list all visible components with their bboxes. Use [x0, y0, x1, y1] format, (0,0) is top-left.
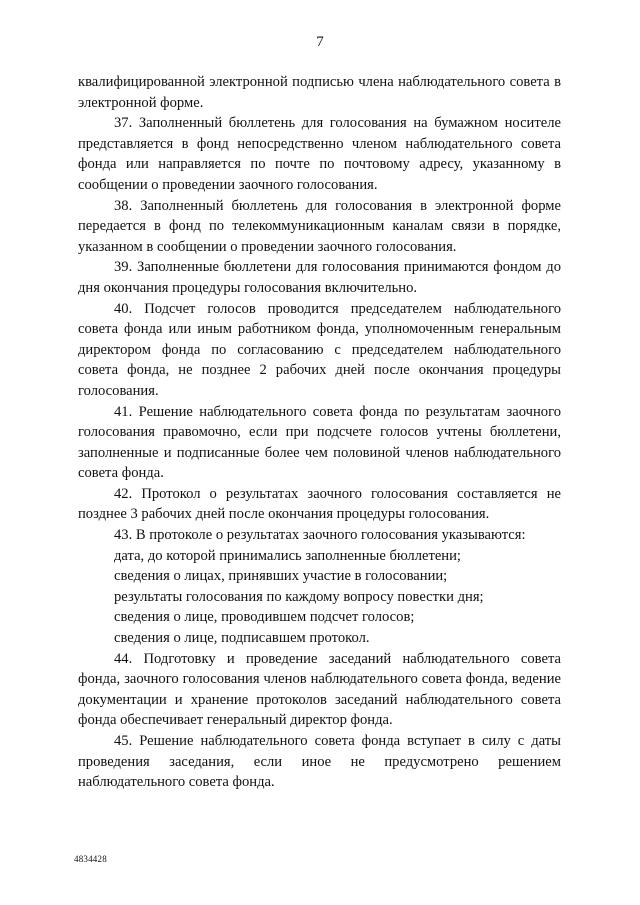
document-code: 4834428: [74, 854, 107, 864]
paragraph-44: 44. Подготовку и проведение заседаний наблюдательного совета фонда, заочного голосования членов наблюдательного совета фонда, ведение документации и хранение протоколов заседаний наблюдательного совета фонда обеспечивает генеральный директор фонда.: [78, 650, 561, 729]
paragraph-37: 37. Заполненный бюллетень для голосования на бумажном носителе представляется в фонд непосредственно членом наблюдательного совета фонда или направляется по почте по почтовому адресу, указанному в сообщении о проведении заочного голосования.: [78, 115, 561, 193]
paragraph-continuation: квалифицированной электронной подписью члена наблюдательного совета в электронной форме.: [78, 74, 561, 111]
paragraph-43: 43. В протоколе о результатах заочного голосования указываются:: [114, 527, 526, 544]
document-body: [78, 72, 561, 793]
list-item: дата, до которой принимались заполненные бюллетени;: [114, 547, 461, 564]
paragraph-45: 45. Решение наблюдательного совета фонда вступает в силу с даты проведения заседания, если иное не предусмотрено решением наблюдательного совета фонда.: [78, 733, 561, 791]
paragraph-40: 40. Подсчет голосов проводится председателем наблюдательного совета фонда или иным работником фонда, уполномоченным генеральным директором фонда по согласованию с председателем наблюдательного совета фонда, не позднее 2 рабочих дней после окончания процедуры голосования.: [78, 300, 561, 399]
paragraph-39: 39. Заполненные бюллетени для голосования принимаются фондом до дня окончания процедуры голосования включительно.: [78, 259, 561, 296]
page-number: 7: [316, 34, 324, 50]
list-item: результаты голосования по каждому вопросу повестки дня;: [114, 588, 484, 605]
list-item: сведения о лице, подписавшем протокол.: [114, 630, 370, 647]
paragraph-42: 42. Протокол о результатах заочного голосования составляется не позднее 3 рабочих дней после окончания процедуры голосования.: [78, 485, 561, 523]
paragraph-41: 41. Решение наблюдательного совета фонда по результатам заочного голосования правомочно, если при подсчете голосов учтены бюллетени, заполненные и подписанные более чем половиной членов наблюдательного совета фонда.: [78, 403, 561, 482]
paragraph-38: 38. Заполненный бюллетень для голосования в электронной форме передается в фонд по телекоммуникационным каналам связи в порядке, указанном в сообщении о проведении заочного голосования.: [78, 197, 561, 255]
list-item: сведения о лице, проводившем подсчет голосов;: [114, 609, 415, 626]
list-item: сведения о лицах, принявших участие в голосовании;: [114, 568, 448, 585]
